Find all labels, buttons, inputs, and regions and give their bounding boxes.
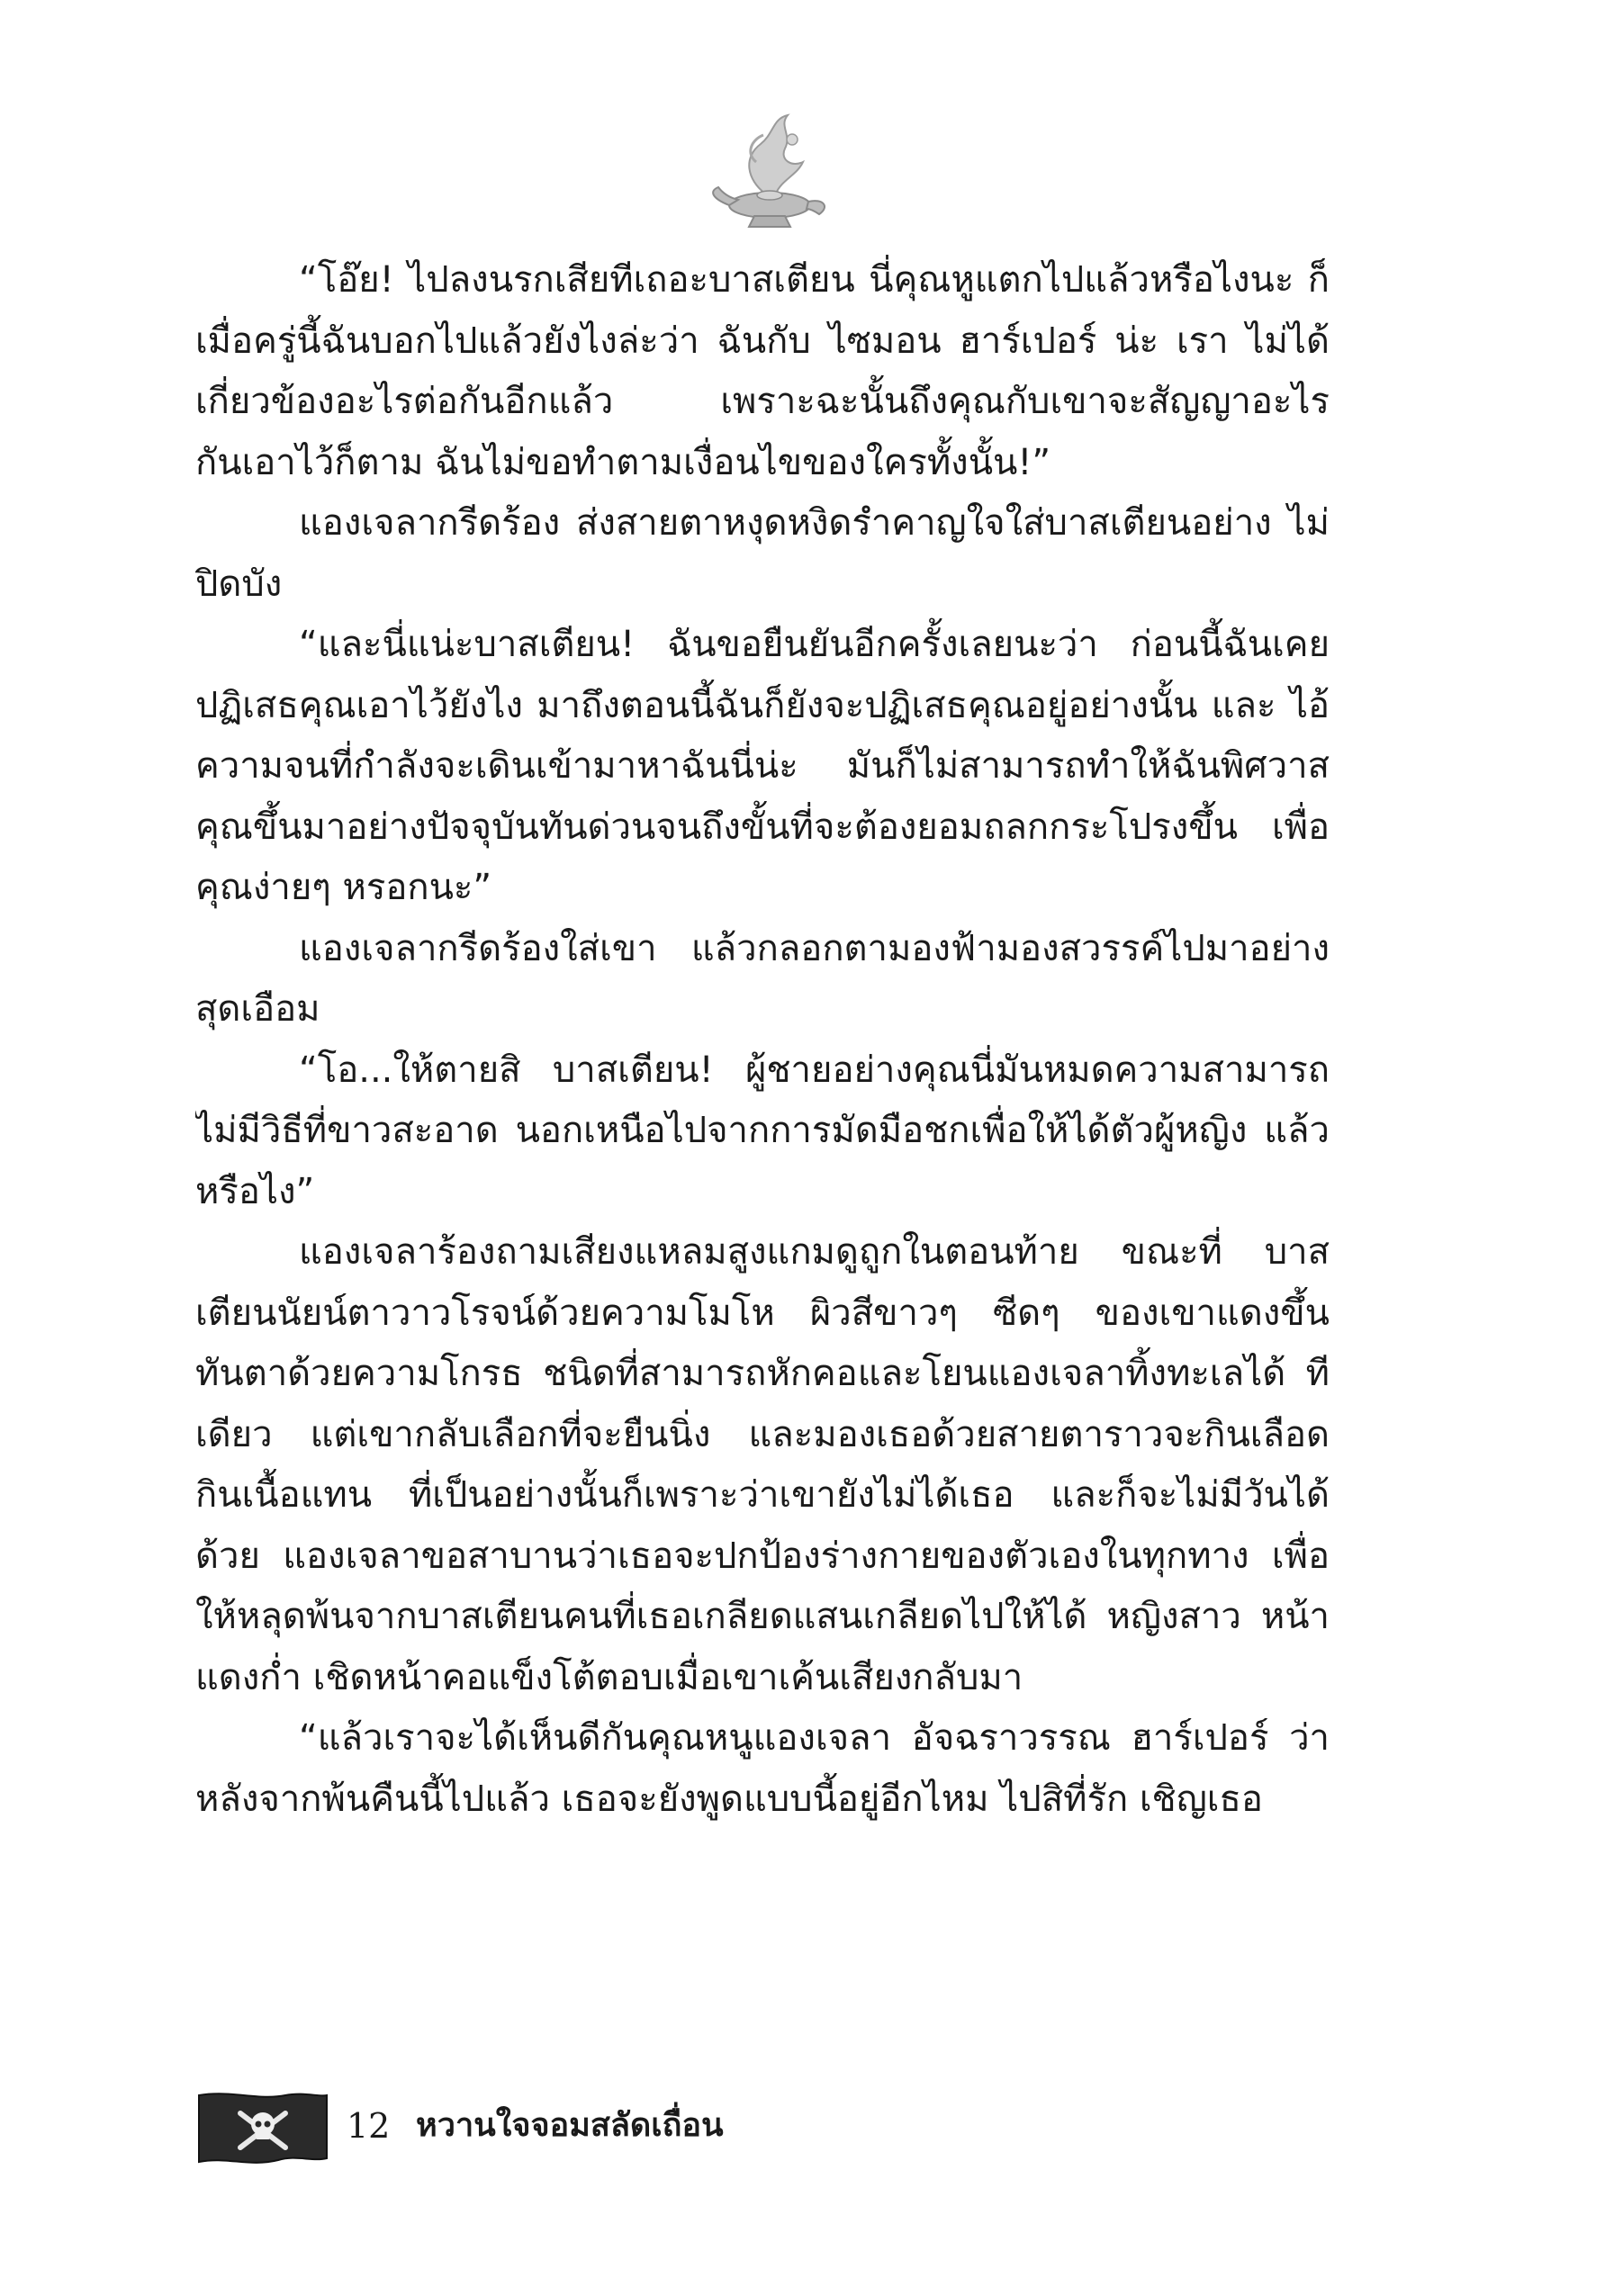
paragraph: “แล้วเราจะได้เห็นดีกันคุณหนูแองเจลา อัจฉราวรรณ ฮาร์เปอร์ ว่าหลังจากพ้นคืนนี้ไปแล้ว เธอจะยังพูดแบบนี้อยู่อีกไหม ไปสิที่รัก เชิญเธอ [195, 1717, 1330, 1820]
book-title: หวานใจจอมสลัดเถื่อน [416, 2107, 724, 2144]
paragraph: แองเจลาร้องถามเสียงแหลมสูงแกมดูถูกในตอนท้าย ขณะที่ บาสเตียนนัยน์ตาวาวโรจน์ด้วยความโมโห ผิวสีขาวๆ ซีดๆ ของเขาแดงขึ้น ทันตาด้วยความโกรธ ชนิดที่สามารถหักคอและโยนแองเจลาทิ้งทะเลได้ ทีเดียว แต่เขากลับเลือกที่จะยืนนิ่ง และมองเธอด้วยสายตาราวจะกินเลือด กินเนื้อแทน ที่เป็นอย่างนั้นก็เพราะว่าเขายังไม่ได้เธอ และก็จะไม่มีวันได้ ด้วย แองเจลาขอสาบานว่าเธอจะปกป้องร่างกายของตัวเองในทุกทาง เพื่อให้หลุดพ้นจากบาสเตียนคนที่เธอเกลียดแสนเกลียดไปให้ได้ หญิงสาว หน้าแดงก่ำ เชิดหน้าคอแข็งโต้ตอบเมื่อเขาเค้นเสียงกลับมา [195, 1231, 1330, 1698]
paragraph: แองเจลากรีดร้อง ส่งสายตาหงุดหงิดรำคาญใจใส่บาสเตียนอย่าง ไม่ปิดบัง [195, 502, 1330, 605]
pirate-flag-icon [195, 2088, 330, 2169]
paragraph: “โอ...ให้ตายสิ บาสเตียน! ผู้ชายอย่างคุณนี่มันหมดความสามารถ ไม่มีวิธีที่ขาวสะอาด นอกเหนือไปจากการมัดมือชกเพื่อให้ได้ตัวผู้หญิง แล้วหรือไง” [195, 1049, 1330, 1212]
page-footer [195, 2088, 1005, 2169]
paragraph: “โอ๊ย! ไปลงนรกเสียทีเถอะบาสเตียน นี่คุณหูแตกไปแล้วหรือไงนะ ก็เมื่อครู่นี้ฉันบอกไปแล้วยังไงล่ะว่า ฉันกับ ไซมอน ฮาร์เปอร์ น่ะ เรา ไม่ได้เกี่ยวข้องอะไรต่อกันอีกแล้ว เพราะฉะนั้นถึงคุณกับเขาจะสัญญาอะไร กันเอาไว้ก็ตาม ฉันไม่ขอทำตามเงื่อนไขของใครทั้งนั้น!” [195, 259, 1330, 483]
page-number: 12 [347, 2106, 391, 2146]
magic-lamp-icon [702, 108, 837, 234]
paragraph: แองเจลากรีดร้องใส่เขา แล้วกลอกตามองฟ้ามองสวรรค์ไปมาอย่าง สุดเอือม [195, 927, 1330, 1030]
story-text [195, 250, 1330, 2068]
paragraph: “และนี่แน่ะบาสเตียน! ฉันขอยืนยันอีกครั้งเลยนะว่า ก่อนนี้ฉันเคย ปฏิเสธคุณเอาไว้ยังไง มาถึงตอนนี้ฉันก็ยังจะปฏิเสธคุณอยู่อย่างนั้น และ ไอ้ความจนที่กำลังจะเดินเข้ามาหาฉันนี่น่ะ มันก็ไม่สามารถทำให้ฉันพิศวาส คุณขึ้นมาอย่างปัจจุบันทันด่วนจนถึงขั้นที่จะต้องยอมถลกกระโปรงขึ้น เพื่อคุณง่ายๆ หรอกนะ” [195, 624, 1330, 908]
